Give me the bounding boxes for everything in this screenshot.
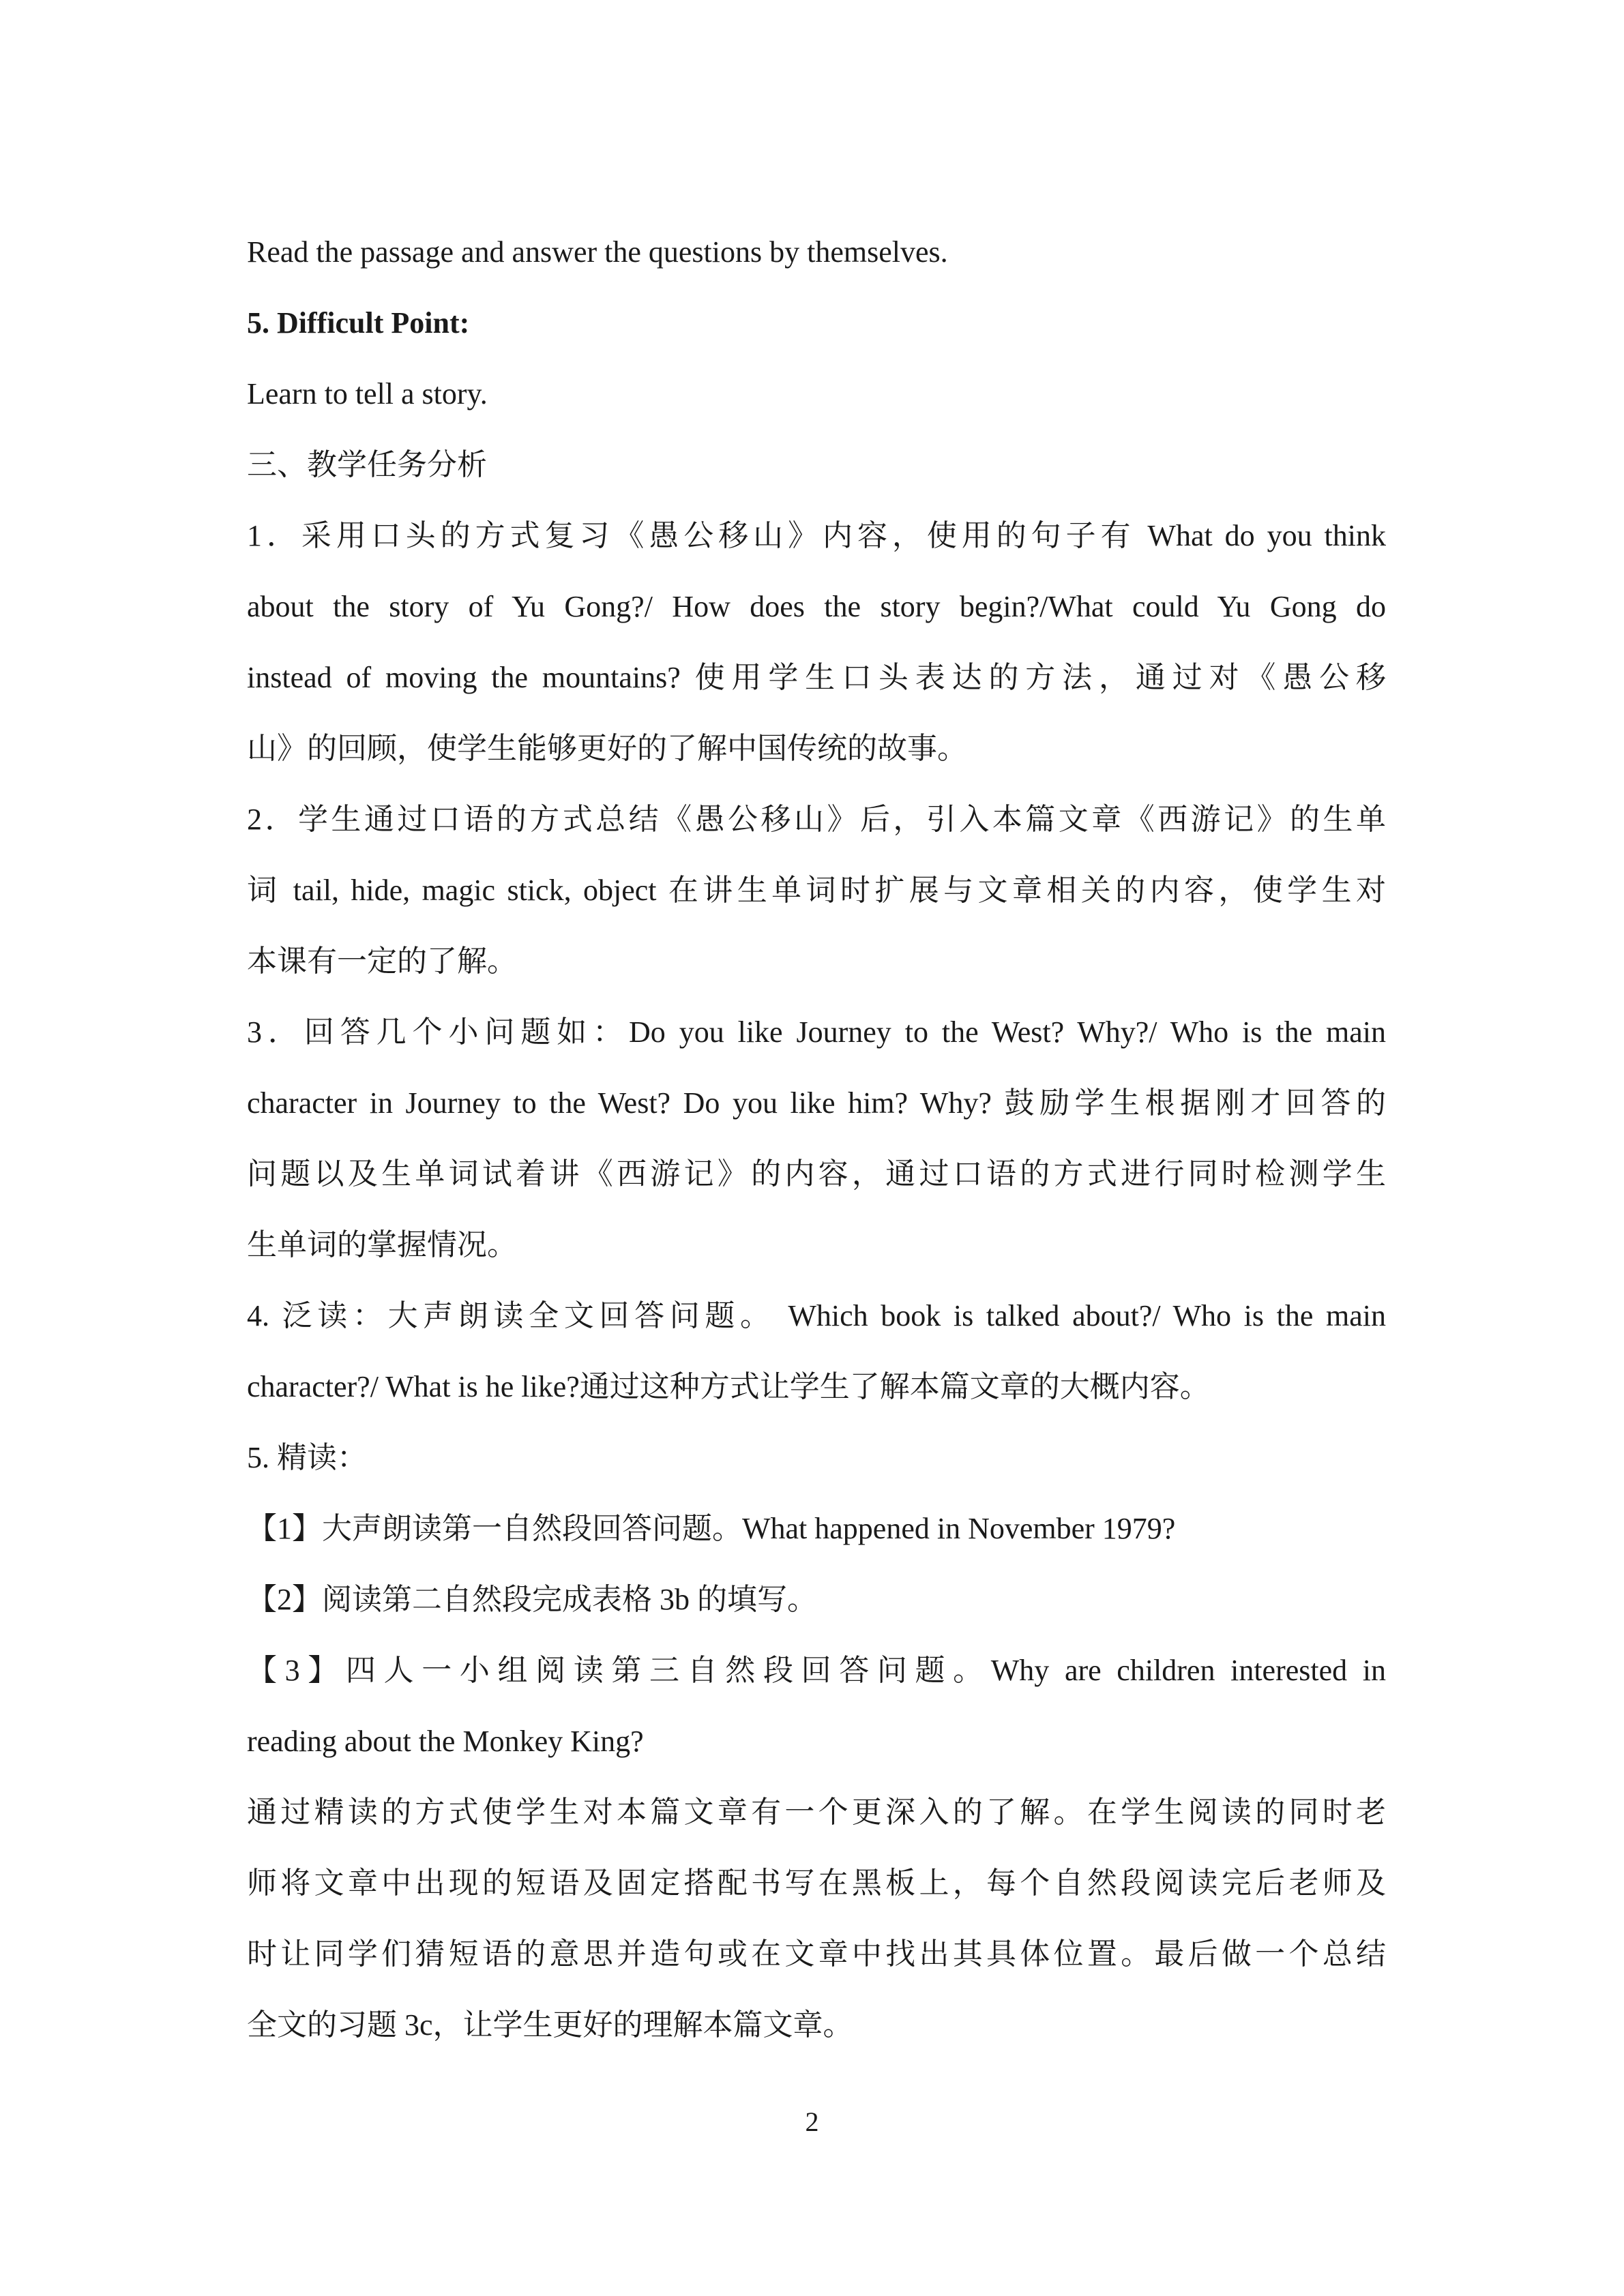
text-line: 师将文章中出现的短语及固定搭配书写在黑板上，每个自然段阅读完后老师及 [247,1866,1386,1900]
text-line: 本课有一定的了解。 [247,944,517,978]
text-line: instead of moving the mountains? 使用学生口头表达的方法，通过对《愚公移 [247,661,1386,694]
text-line: character in Journey to the West? Do you like him? Why? 鼓励学生根据刚才回答的 [247,1086,1386,1120]
text-line: 词 tail, hide, magic stick, object 在讲生单词时扩展与文章相关的内容，使学生对 [247,874,1386,907]
text-line: 4. 泛读：大声朗读全文回答问题。 Which book is talked about?/ Who is the main [247,1299,1386,1332]
text-line: 时让同学们猜短语的意思并造句或在文章中找出其具体位置。最后做一个总结 [247,1937,1386,1971]
text-line: 【1】大声朗读第一自然段回答问题。What happened in November 1979? [247,1512,1176,1545]
text-line: 问题以及生单词试着讲《西游记》的内容，通过口语的方式进行同时检测学生 [247,1157,1386,1191]
text-line: 2．学生通过口语的方式总结《愚公移山》后，引入本篇文章《西游记》的生单 [247,803,1386,836]
text-line: 全文的习题 3c，让学生更好的理解本篇文章。 [247,2008,853,2042]
text-line: character?/ What is he like?通过这种方式让学生了解本篇文章的大概内容。 [247,1370,1210,1403]
text-line: 【2】阅读第二自然段完成表格 3b 的填写。 [247,1583,817,1616]
text-line: 生单词的掌握情况。 [247,1228,517,1262]
text-line: Learn to tell a story. [247,377,488,411]
page-number: 2 [805,2106,819,2137]
text-line: reading about the Monkey King? [247,1725,644,1758]
text-line: 1．采用口头的方式复习《愚公移山》内容，使用的句子有 What do you think [247,519,1386,552]
text-line: Read the passage and answer the questions by themselves. [247,235,948,269]
text-line: about the story of Yu Gong?/ How does the story begin?/What could Yu Gong do [247,590,1386,623]
section-heading-difficult-point: 5. Difficult Point: [247,306,470,340]
text-line: 山》的回顾，使学生能够更好的了解中国传统的故事。 [247,732,967,765]
document-body [247,217,1386,2061]
text-line: 【3】四人一小组阅读第三自然段回答问题。Why are children interested in [247,1654,1386,1687]
text-line: 3．回答几个小问题如：Do you like Journey to the West? Why?/ Who is the main [247,1015,1386,1049]
text-line: 5. 精读： [247,1441,367,1474]
text-line: 通过精读的方式使学生对本篇文章有一个更深入的了解。在学生阅读的同时老 [247,1795,1386,1829]
section-heading-task-analysis: 三、教学任务分析 [247,447,487,482]
